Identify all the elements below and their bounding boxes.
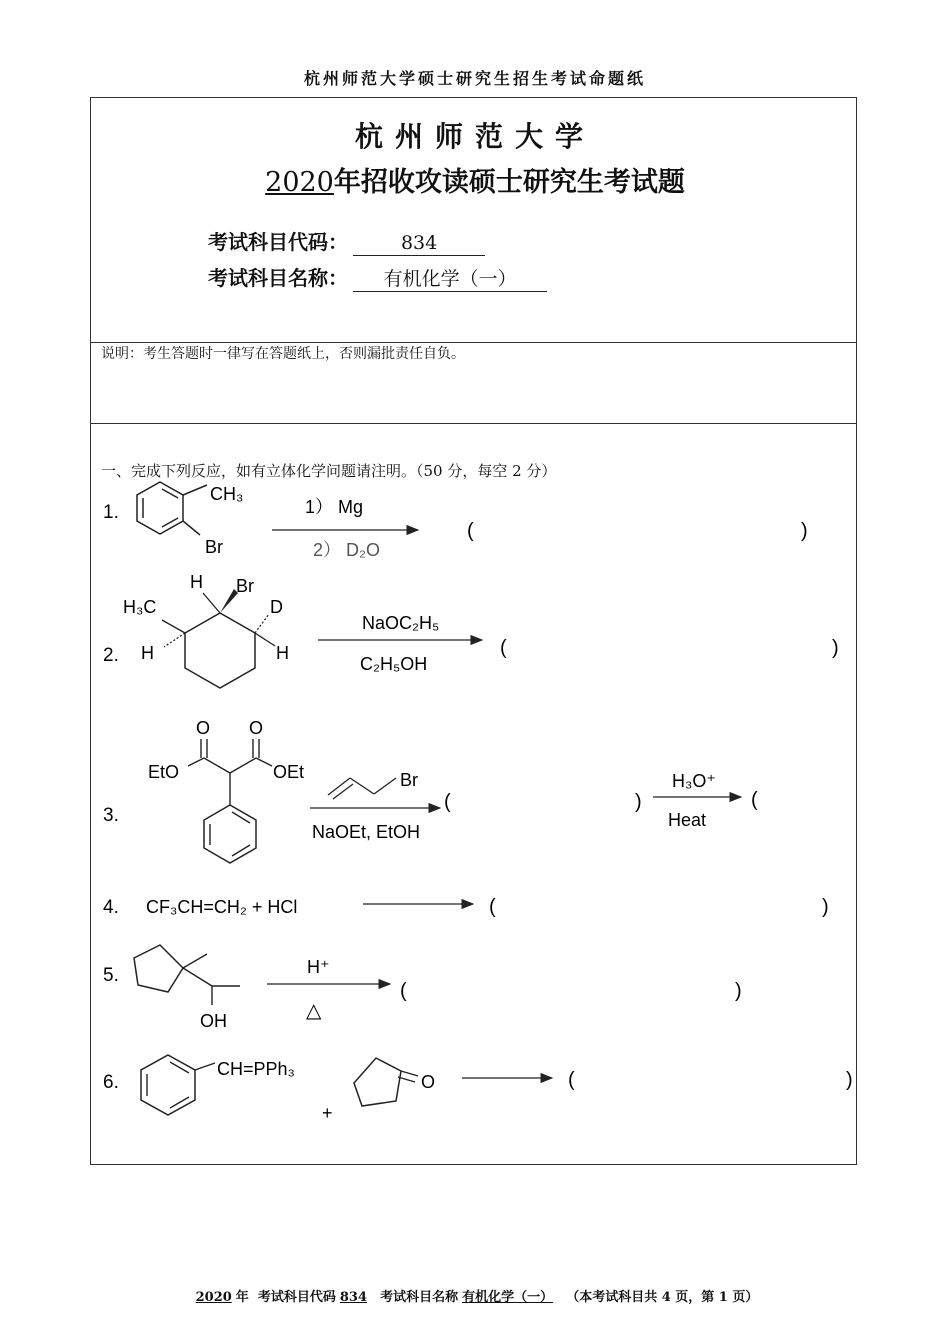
footer-name: 有机化学（一） <box>462 1290 554 1305</box>
q3-carbonyl-o-right: O <box>249 718 264 738</box>
exam-paper-header: 杭州师范大学硕士研究生招生考试命题纸 <box>303 69 646 88</box>
q6-plus: + <box>322 1103 333 1123</box>
q1-number: 1. <box>103 502 119 523</box>
q3-phenyl-ring <box>204 805 256 863</box>
section1-heading: 一、完成下列反应，如有立体化学问题请注明。（50 分，每空 2 分） <box>101 462 557 480</box>
q2-label-h-left: H <box>141 643 154 663</box>
page-footer <box>0 1286 950 1305</box>
question-6 <box>103 1055 853 1123</box>
question-4 <box>103 896 829 918</box>
instructions-note: 说明：考生答题时一律写在答题纸上，否则漏批责任自负。 <box>101 346 465 362</box>
q4-answer-close: ) <box>822 896 829 918</box>
footer-pages: （本考试科目共 4 页，第 1 页） <box>566 1290 759 1305</box>
q6-answer-close: ) <box>846 1069 853 1091</box>
q1-answer-close: ) <box>801 520 808 542</box>
university-title: 杭州师范大学 <box>354 120 595 153</box>
q5-number: 5. <box>103 965 119 986</box>
footer-code: 834 <box>339 1290 368 1305</box>
q3-ester-left: EtO <box>148 762 180 782</box>
q5-reagent-top: H⁺ <box>307 957 330 977</box>
q5-reagent-bottom: △ <box>306 1000 322 1022</box>
q3-number: 3. <box>103 805 119 826</box>
exam-year: 2020 <box>265 167 334 198</box>
q5-answer-open: ( <box>400 980 407 1002</box>
q2-cyclohexane-ring <box>185 613 255 688</box>
q2-reagent-top: NaOC₂H₅ <box>362 613 440 633</box>
q1-bromo-label: Br <box>205 537 223 557</box>
q3-reagent-bottom: NaOEt, EtOH <box>312 822 421 842</box>
question-3 <box>103 718 758 863</box>
question-1 <box>103 482 808 560</box>
q3-reagent2-top: H₃O⁺ <box>672 771 716 791</box>
footer-code-label: 考试科目代码 <box>257 1290 336 1305</box>
q5-hydroxyl-label: OH <box>200 1011 227 1031</box>
q2-label-h-top: H <box>190 572 203 592</box>
q2-answer-close: ) <box>832 637 839 659</box>
q1-methyl-label: CH₃ <box>210 484 244 504</box>
q2-number: 2. <box>103 645 119 666</box>
q3-ester-right: OEt <box>273 762 305 782</box>
footer-year-suffix: 年 <box>235 1290 249 1305</box>
q2-reagent-bottom: C₂H₅OH <box>360 654 428 674</box>
footer-year: 2020 <box>195 1290 232 1305</box>
q6-benzene-ring <box>141 1055 195 1115</box>
question-2 <box>103 572 839 688</box>
subject-code-value: 834 <box>353 231 485 256</box>
subject-name-label: 考试科目名称： <box>208 266 348 290</box>
q2-label-h-right: H <box>276 643 289 663</box>
subject-code-label: 考试科目代码： <box>208 230 348 254</box>
q1-benzene-ring <box>137 482 183 534</box>
q3-allyl-bromide-br: Br <box>400 770 418 790</box>
q2-label-d: D <box>270 597 283 617</box>
q4-equation: CF₃CH=CH₂ + HCl <box>146 897 298 917</box>
q6-number: 6. <box>103 1072 119 1093</box>
footer-name-label: 考试科目名称 <box>380 1290 459 1305</box>
exam-title-text: 年招收攻读硕士研究生考试题 <box>333 167 685 198</box>
q2-label-h3c: H₃C <box>123 597 157 617</box>
q1-reagent-bottom: 2） D₂O <box>313 540 380 560</box>
q3-carbonyl-o-left: O <box>196 718 211 738</box>
question-5 <box>103 945 742 1031</box>
q6-carbonyl-o: O <box>421 1072 436 1092</box>
q6-answer-open: ( <box>568 1069 575 1091</box>
q3-answer1-close: ) <box>635 791 642 813</box>
q3-answer2-open: ( <box>751 789 758 811</box>
q1-answer-open: ( <box>467 520 474 542</box>
q4-answer-open: ( <box>489 896 496 918</box>
q6-ylide-label: CH=PPh₃ <box>217 1059 295 1079</box>
q4-number: 4. <box>103 897 119 918</box>
q5-answer-close: ) <box>735 980 742 1002</box>
q1-reagent-top: 1） Mg <box>305 497 364 517</box>
q3-answer1-open: ( <box>444 791 451 813</box>
q2-label-br: Br <box>236 576 254 596</box>
q2-answer-open: ( <box>500 637 507 659</box>
q6-cyclopentanone-ring <box>354 1058 401 1106</box>
q5-cyclopentane-ring <box>134 945 183 992</box>
q3-reagent2-bottom: Heat <box>668 810 707 830</box>
subject-name-value: 有机化学（一） <box>353 267 547 292</box>
